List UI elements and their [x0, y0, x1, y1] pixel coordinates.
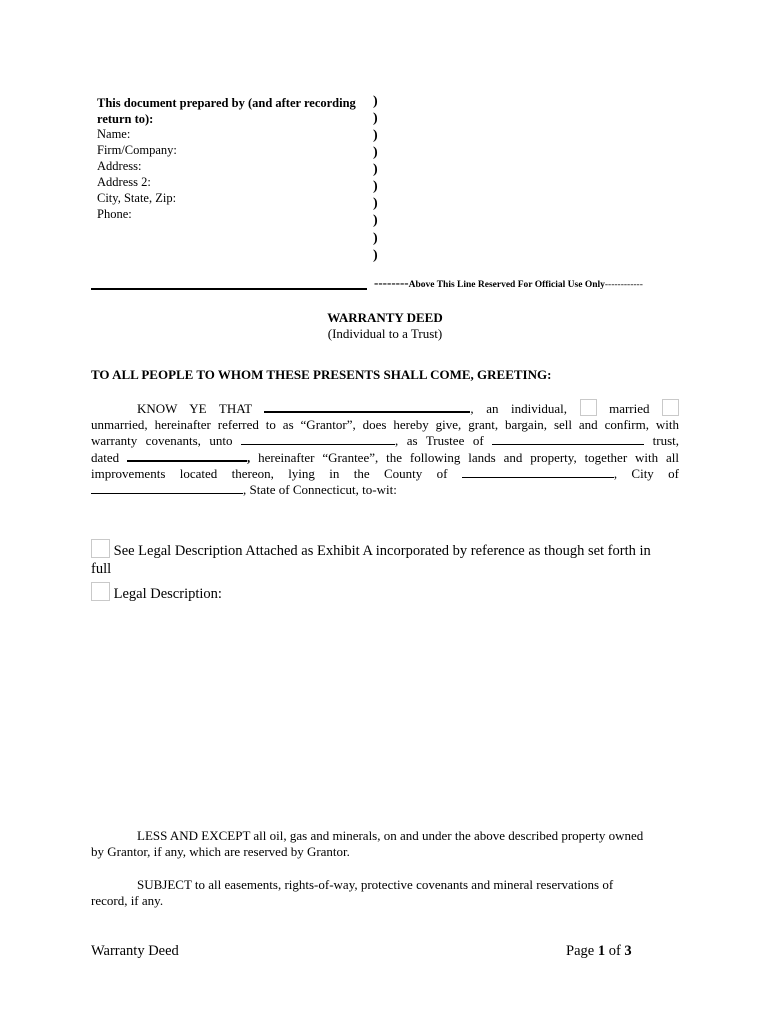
trust-date-blank[interactable]: [127, 449, 247, 462]
deed-subtitle: (Individual to a Trust): [327, 326, 443, 341]
prepared-by-line1: This document prepared by (and after recording: [97, 96, 356, 110]
exhibit-line-1: See Legal Description Attached as Exhibit A incorporated by reference as though set forth in: [113, 543, 651, 559]
body-line-5-b: , City of: [613, 466, 679, 481]
body-line-3-c: trust,: [652, 433, 679, 448]
preparer-fields: [97, 126, 177, 222]
body-line-1: [91, 399, 679, 417]
field-address-label: Address:: [97, 159, 142, 173]
field-name-label: Name:: [97, 127, 131, 141]
legal-description-checkbox[interactable]: [91, 582, 110, 601]
trust-name-blank[interactable]: [492, 433, 644, 445]
paren: ): [373, 248, 378, 263]
body-line-4: [91, 449, 679, 466]
body-line-3: [91, 433, 679, 449]
exhibit-a-checkbox[interactable]: [91, 539, 110, 558]
married-label: married: [609, 401, 650, 416]
city-blank[interactable]: [91, 482, 243, 494]
field-city-state-zip-label: City, State, Zip:: [97, 191, 177, 205]
paren: ): [373, 213, 378, 228]
body-line-2: unmarried, hereinafter referred to as “Grantor”, does hereby give, grant, bargain, sell and confirm, with: [91, 417, 679, 432]
reserved-dashes-right: ------------: [604, 280, 643, 290]
body-line-4-a: dated: [91, 450, 120, 465]
page-current: 1: [597, 943, 606, 959]
field-firm-label: Firm/Company:: [97, 143, 177, 157]
footer-doc-name: Warranty Deed: [91, 943, 179, 959]
county-blank[interactable]: [462, 466, 614, 478]
field-phone-label: Phone:: [97, 207, 132, 221]
know-ye-that: KNOW YE THAT: [137, 401, 252, 416]
body-line-4-b: hereinafter “Grantee”, the following lands and property, together with all: [258, 450, 680, 465]
paren: ): [373, 179, 378, 194]
conveyance-paragraph: [91, 399, 679, 498]
legal-description-label: Legal Description:: [113, 586, 222, 602]
reserved-notice: [374, 275, 643, 293]
greeting: TO ALL PEOPLE TO WHOM THESE PRESENTS SHALL COME, GREETING:: [91, 367, 552, 382]
footer-page-number: [566, 943, 632, 959]
page-total: 3: [624, 943, 632, 959]
exhibit-option: [91, 539, 681, 578]
field-address2-label: Address 2:: [97, 175, 151, 189]
paren: ): [373, 145, 378, 160]
reserved-dashes-left: --------: [374, 275, 409, 290]
deed-title: WARRANTY DEED: [327, 310, 443, 325]
less-except-line-1: LESS AND EXCEPT all oil, gas and minerals, on and under the above described property owned: [137, 828, 644, 843]
body-line-5: [91, 466, 679, 482]
paren: ): [373, 111, 378, 126]
page-word: Page: [566, 943, 595, 959]
subject-to-line-1: SUBJECT to all easements, rights-of-way, protective covenants and mineral reservations of: [137, 877, 614, 892]
reserved-rule: [91, 288, 367, 290]
body-line-3-b: , as Trustee of: [395, 433, 484, 448]
legal-description-option: [91, 582, 222, 603]
body-line-6: [91, 482, 679, 498]
of-word: of: [608, 943, 621, 959]
prepared-by-line2: return to):: [97, 112, 154, 126]
less-except-line-2: by Grantor, if any, which are reserved by Grantor.: [91, 844, 350, 859]
married-checkbox[interactable]: [662, 399, 679, 416]
body-line-3-a: warranty covenants, unto: [91, 433, 233, 448]
less-except-paragraph: [91, 828, 681, 860]
paren: ): [373, 128, 378, 143]
reserved-text: Above This Line Reserved For Official Use Only: [408, 280, 605, 290]
paren: ): [373, 231, 378, 246]
paren: ): [373, 196, 378, 211]
body-line-4-comma: ,: [247, 450, 251, 465]
body-line-6-text: , State of Connecticut, to-wit:: [243, 482, 397, 497]
exhibit-line-2: full: [91, 561, 112, 577]
subject-to-paragraph: [91, 877, 681, 909]
subject-to-line-2: record, if any.: [91, 893, 164, 908]
individual-checkbox[interactable]: [580, 399, 597, 416]
paren: ): [373, 162, 378, 177]
grantee-name-blank[interactable]: [241, 433, 395, 445]
an-individual-text: , an individual,: [470, 401, 567, 416]
paren: ): [373, 94, 378, 109]
body-line-5-a: improvements located thereon, lying in the County of: [91, 466, 448, 481]
prepared-by-heading: [97, 95, 356, 127]
grantor-name-blank[interactable]: [264, 400, 470, 413]
